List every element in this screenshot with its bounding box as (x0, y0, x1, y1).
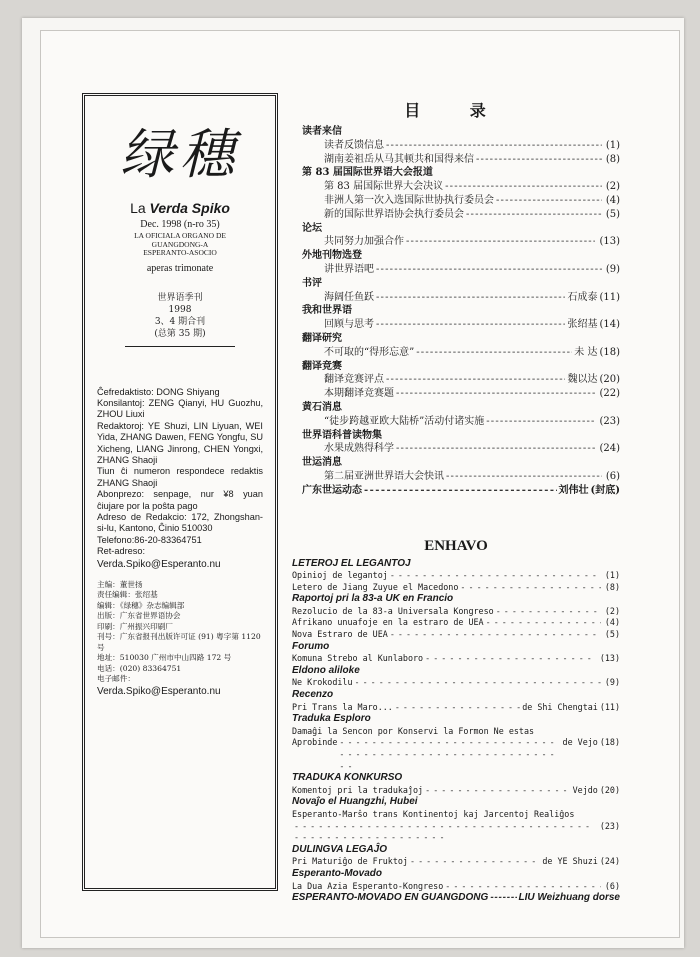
entry-page: (9) (605, 263, 620, 275)
leader-dots (445, 180, 602, 194)
entry-page: (1) (604, 570, 620, 581)
entry-title: 第 83 届国际世界大会决议 (324, 181, 444, 193)
chinese-issue-info: 世界语季刊 1998 3、4 期合刊 (总第 35 期) (97, 292, 263, 347)
section-title: 读者来信 (302, 126, 342, 137)
entry-page: (6) (604, 880, 620, 891)
toc-list (292, 125, 620, 498)
entry-author: 石成泰 (567, 291, 598, 303)
toc-entry (292, 470, 620, 484)
entry-title: 不可取的“得形忘意” (324, 346, 415, 358)
toc-section (292, 593, 620, 606)
staff-list: Ĉefredaktisto: DONG Shiyang Konsilantoj: ZENG Qianyi, HU Guozhu, ZHOU Liuxi Redaktoroj: YE Shuzi, LIN Liyuan, WEI Yida, ZHANG Dawen, FENG Yongfu, SU Xicheng, LIANG Jinrong, CHEN Yongxi, ZHANG Shaoji Tiun ĉi numeron respondece redaktis ZHANG Shaoji Abonprezo: senpage, nur ¥8 yuan ĉiujare por la poŝta pago Adreso de Redakcio: 172, Zhongshan-si-lu, Kantono, Ĉinio 510030 Telefono:86-20-83364751 Ret-adreso: (97, 386, 263, 557)
entry-author: 刘伟壮 (558, 484, 589, 496)
leader-dots (410, 856, 540, 868)
section-title: 翻译竞赛 (302, 360, 342, 372)
entry-author: de Shi Chengtai (522, 701, 598, 712)
chinese-publisher-info: 主编：董世扬 责任编辑：张绍基 编辑：《绿穗》杂志编辑部 出版：广东省世界语协会 印刷：广州振兴印刷厂 刊号：广东省报刊出版许可证 (91) 粤字第 1120 号 地址：510030 广州市中山四路 172 号 电话：(020) 83364751 电子邮件： (97, 579, 261, 684)
entry-title: Damaĝi la Sencon por Konservi la Formon Ne estas (292, 725, 535, 736)
leader-dots (355, 677, 601, 689)
entry-continuation (292, 821, 620, 844)
email-address-2: Verda.Spiko@Esperanto.nu (97, 685, 221, 697)
entry-page: (13) (599, 653, 620, 664)
toc-entry (292, 373, 620, 387)
entry-page: (2) (604, 605, 620, 616)
entry-page: (23) (599, 415, 620, 427)
leader-dots (416, 346, 572, 360)
section-title: Traduka Esploro (292, 713, 371, 725)
section-title: ESPERANTO-MOVADO EN GUANGDONG (292, 892, 489, 904)
toc-entry (292, 194, 620, 208)
entry-page: (9) (604, 677, 620, 688)
entry-page: (11) (599, 291, 620, 303)
section-title: 我和世界语 (302, 305, 352, 317)
entry-author: de YE Shuzi (542, 856, 598, 867)
toc-section (292, 844, 620, 857)
magazine-logo: 绿穗 (120, 123, 240, 186)
entry-page: (20) (599, 784, 620, 795)
entry-title: 海阔任鱼跃 (324, 291, 374, 303)
entry-title: 本期翻译竞赛题 (324, 388, 394, 400)
entry-page: (14) (599, 319, 620, 331)
entry-page: (22) (599, 388, 620, 400)
leader-dots (486, 415, 595, 429)
toc-entry (292, 809, 620, 844)
section-title: DULINGVA LEGAĴO (292, 843, 388, 855)
official-organ: LA OFICIALA ORGANO DE GUANGDONG-A ESPERANTO-ASOCIO (134, 231, 226, 257)
toc-entry (292, 235, 620, 249)
entry-title: La Dua Azia Esperanto-Kongreso (292, 880, 444, 891)
toc-section (292, 713, 620, 726)
section-title: Eldono aliloke (292, 664, 360, 676)
entry-title: Afrikano unuafoje en la estraro de UEA (292, 617, 484, 628)
entry-title: Rezolucio de la 83-a Universala Kongreso (292, 605, 494, 616)
section-title: Raportoj pri la 83-a UK en Francio (292, 593, 454, 605)
entry-page: (8) (605, 153, 620, 165)
toc-section (292, 665, 620, 678)
toc-entry (292, 208, 620, 222)
toc-section (292, 429, 620, 443)
toc-section (292, 456, 620, 470)
leader-dots (376, 291, 565, 305)
section-title: 黄石消息 (302, 401, 342, 413)
entry-title: Komuna Strebo al Kunlaboro (292, 653, 424, 664)
toc-section (292, 277, 620, 291)
leader-dots (376, 263, 602, 277)
leader-dots (390, 570, 601, 582)
section-title: 论坛 (302, 222, 322, 234)
toc-section (292, 332, 620, 346)
entry-page: (8) (604, 581, 620, 592)
toc-entry (292, 415, 620, 429)
magazine-title: La Verda Spiko (130, 200, 230, 216)
entry-page: (6) (605, 470, 620, 482)
entry-title: 讲世界语吧 (324, 263, 374, 275)
entry-page: (5) (605, 208, 620, 220)
leader-dots (486, 617, 601, 629)
entry-page: (24) (599, 443, 620, 455)
entry-page: (13) (599, 236, 620, 248)
entry-title: 水果成熟得科学 (324, 443, 394, 455)
entry-title: 读者反馈信息 (324, 139, 384, 151)
entry-title: Esperanto-Marŝo trans Kontinentoj kaj Jarcentoj Realiĝos (292, 808, 575, 819)
entry-author: de Vejo (562, 737, 598, 748)
toc-section (292, 796, 620, 809)
toc-section (292, 868, 620, 881)
leader-dots (294, 821, 596, 844)
entry-page: (24) (599, 856, 620, 867)
section-title: LETEROJ EL LEGANTOJ (292, 557, 411, 569)
toc-section (292, 222, 620, 236)
leader-dots (396, 442, 595, 456)
entry-title: Letero de Jiang Zuyue el Macedono (292, 581, 459, 592)
leader-dots (425, 653, 596, 665)
leader-dots (445, 881, 601, 893)
entry-title: Ne Krokodilu (292, 677, 353, 688)
toc-entry (292, 629, 620, 641)
toc-entry (292, 702, 620, 714)
entry-author: 魏以达 (567, 374, 598, 386)
leader-dots (386, 373, 565, 387)
entry-page: (20) (599, 374, 620, 386)
entry-page: (4) (604, 617, 620, 628)
entry-page: (11) (599, 701, 620, 712)
entry-title: 第二届亚洲世界语大会快讯 (324, 470, 444, 482)
toc-section (292, 249, 620, 263)
section-title: Recenzo (292, 689, 334, 701)
entry-page: (18) (599, 737, 620, 748)
entry-title: 回顾与思考 (324, 319, 374, 331)
entry-page: (封底) (590, 484, 620, 496)
toc-title: 目 录 (404, 101, 508, 120)
toc-section (292, 166, 620, 180)
issue-number: Dec. 1998 (n-ro 35) (140, 219, 220, 230)
entry-title: “徒步跨越亚欧大陆桥”活动付诸实施 (324, 415, 485, 427)
toc-entry (292, 180, 620, 194)
entry-title: Pri Maturiĝo de Fruktoj (292, 856, 408, 867)
toc-entry (292, 442, 620, 456)
toc-section (292, 641, 620, 654)
toc-entry (292, 617, 620, 629)
entry-title: 翻译竞赛评点 (324, 374, 384, 386)
section-title: 翻译研究 (302, 332, 342, 344)
entry-continuation (292, 737, 620, 772)
leader-dots (390, 629, 601, 641)
enhavo-title: ENHAVO (424, 537, 488, 554)
publication-frequency: aperas trimonate (146, 262, 214, 274)
leader-dots (395, 702, 520, 714)
entry-author: 张绍基 (567, 319, 598, 331)
toc-entry (292, 263, 620, 277)
toc-entry (292, 387, 620, 401)
entry-page: (5) (604, 629, 620, 640)
section-title: 第 83 届国际世界语大会报道 (302, 167, 433, 179)
toc-entry (292, 570, 620, 582)
section-title: Esperanto-Movado (292, 867, 383, 879)
entry-author: 未 达 (574, 346, 598, 358)
leader-dots (339, 737, 560, 772)
entry-page: (2) (605, 181, 620, 193)
toc-entry (292, 881, 620, 893)
leader-dots (466, 208, 602, 222)
toc-entry (292, 153, 620, 167)
divider (125, 346, 235, 347)
leader-dots (496, 194, 602, 208)
entry-author: Vejdo (572, 784, 598, 795)
toc-entry (292, 582, 620, 594)
contents-column (292, 98, 620, 905)
entry-title: 新的国际世界语协会执行委员会 (324, 208, 464, 220)
entry-title: Pri Trans la Maro... (292, 701, 393, 712)
toc-entry (292, 346, 620, 360)
toc-entry (292, 291, 620, 305)
toc-entry (292, 856, 620, 868)
entry-title-cont: Aprobinde (292, 737, 338, 748)
entry-title: 非洲人第一次入选国际世协执行委员会 (324, 194, 494, 206)
leader-dots (406, 235, 595, 249)
entry-page: (1) (605, 139, 620, 151)
toc-entry (292, 139, 620, 153)
section-title: Forumo (292, 640, 330, 652)
toc-section (292, 401, 620, 415)
leader-dots (425, 785, 571, 797)
leader-dots (476, 153, 602, 167)
entry-page: (4) (605, 194, 620, 206)
toc-section (292, 892, 620, 905)
section-title: 广东世运动态 (302, 484, 362, 496)
entry-title: 共同努力加强合作 (324, 236, 404, 248)
section-title: Novaĵo el Huangzhi, Hubei (292, 796, 418, 808)
toc-entry (292, 653, 620, 665)
toc-entry (292, 726, 620, 772)
toc-section (292, 360, 620, 374)
toc-section (292, 484, 620, 498)
toc-entry (292, 606, 620, 618)
leader-dots (364, 484, 557, 498)
email-address: Verda.Spiko@Esperanto.nu (97, 558, 221, 570)
entry-title: Komentoj pri la tradukaĵoj (292, 784, 424, 795)
section-title: 书评 (302, 277, 322, 289)
leader-dots (490, 892, 516, 905)
section-title: 世界语科普读物集 (302, 429, 382, 441)
leader-dots (376, 318, 565, 332)
entry-title: 湖南姜祖岳从马其顿共和国得来信 (324, 153, 474, 165)
leader-dots (496, 606, 601, 618)
section-title: 世运消息 (302, 457, 342, 469)
toc-section (292, 558, 620, 571)
toc-entry (292, 785, 620, 797)
entry-title: Nova Estraro de UEA (292, 629, 388, 640)
masthead-box (82, 93, 278, 891)
toc-section (292, 772, 620, 785)
toc-entry (292, 677, 620, 689)
toc-entry (292, 318, 620, 332)
leader-dots (460, 582, 600, 594)
toc-section (292, 304, 620, 318)
entry-author: LIU Weizhuang dorse (518, 892, 620, 904)
enhavo-list (292, 558, 620, 905)
section-title: 外地刊物选登 (302, 250, 362, 262)
entry-page: (23) (599, 820, 620, 831)
leader-dots (446, 470, 602, 484)
section-title: TRADUKA KONKURSO (292, 772, 403, 784)
toc-section (292, 689, 620, 702)
leader-dots (386, 139, 602, 153)
entry-title: Opinioj de legantoj (292, 570, 388, 581)
entry-page: (18) (599, 346, 620, 358)
toc-section (292, 125, 620, 139)
leader-dots (396, 387, 595, 401)
